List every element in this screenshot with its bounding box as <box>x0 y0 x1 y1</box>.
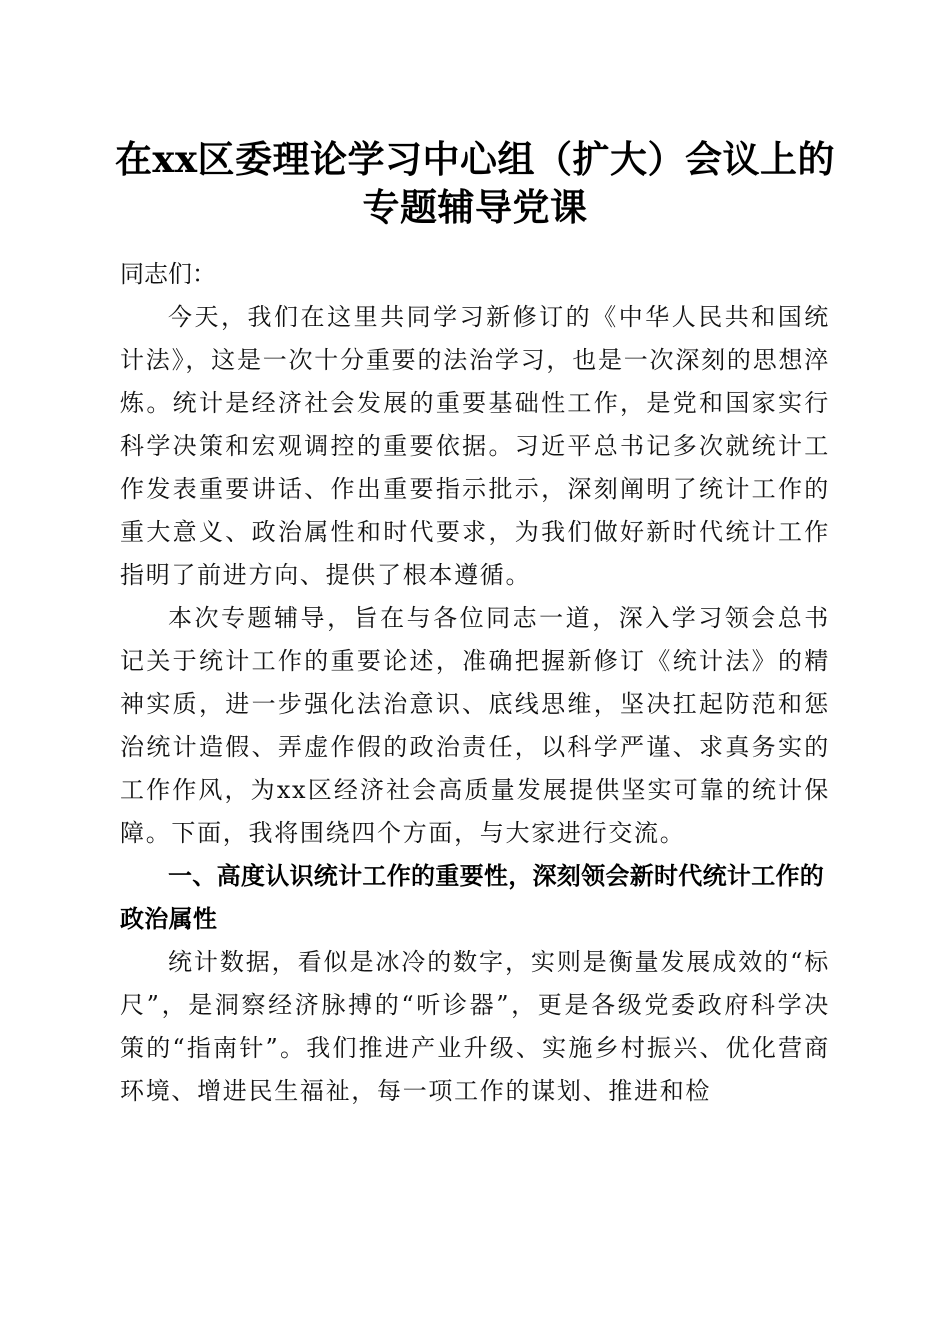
document-title-line-2: 专题辅导党课 <box>362 185 588 229</box>
body-paragraph-2: 本次专题辅导，旨在与各位同志一道，深入学习领会总书记关于统计工作的重要论述，准确把握新修订《统计法》的精神实质，进一步强化法治意识、底线思维，坚决扛起防范和惩治统计造假、弄虚作假的政治责任，以科学严谨、求真务实的工作作风，为xx区经济社会高质量发展提供坚实可靠的统计保障。下面，我将围绕四个方面，与大家进行交流。 <box>120 604 830 847</box>
document-body <box>120 250 830 1113</box>
document-title-line-1: 在xx区委理论学习中心组（扩大）会议上的 <box>114 137 836 181</box>
section-1-paragraph: 统计数据，看似是冰冷的数字，实则是衡量发展成效的“标尺”，是洞察经济脉搏的“听诊器”，更是各级党委政府科学决策的“指南针”。我们推进产业升级、实施乡村振兴、优化营商环境、增进民生福祉，每一项工作的谋划、推进和检 <box>120 948 830 1105</box>
salutation: 同志们： <box>120 260 216 288</box>
section-heading-1: 一、高度认识统计工作的重要性，深刻领会新时代统计工作的政治属性 <box>120 862 825 933</box>
body-paragraph-1: 今天，我们在这里共同学习新修订的《中华人民共和国统计法》，这是一次十分重要的法治学习，也是一次深刻的思想淬炼。统计是经济社会发展的重要基础性工作，是党和国家实行科学决策和宏观调控的重要依据。习近平总书记多次就统计工作发表重要讲话、作出重要指示批示，深刻阐明了统计工作的重大意义、政治属性和时代要求，为我们做好新时代统计工作指明了前进方向、提供了根本遵循。 <box>120 303 830 589</box>
